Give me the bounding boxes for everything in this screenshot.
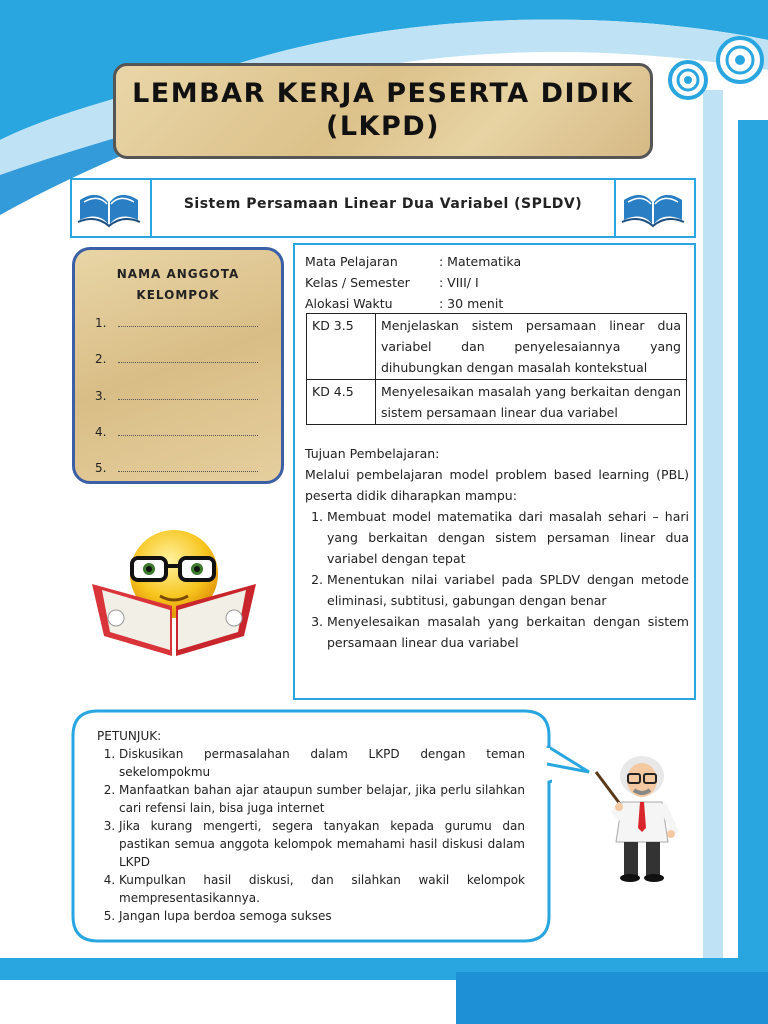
meta-label: Kelas / Semester: [305, 275, 410, 290]
right-decor-bar-light: [703, 90, 723, 1024]
member-blank[interactable]: [118, 317, 258, 327]
right-decor-bar: [738, 120, 768, 1024]
learning-objectives: [305, 443, 689, 653]
member-number: 3.: [95, 389, 107, 403]
target-circle-icon: [716, 36, 764, 84]
meta-label: Alokasi Waktu: [305, 296, 393, 311]
member-row[interactable]: [95, 389, 258, 403]
objectives-intro: Melalui pembelajaran model problem based learning (PBL) peserta didik diharapkan mampu:: [305, 467, 689, 503]
member-number: 2.: [95, 352, 107, 366]
lesson-info-box: [293, 243, 696, 700]
member-row[interactable]: [95, 425, 258, 439]
list-item: 3. Jika kurang mengerti, segera tanyakan kepada gurumu dan pastikan semua anggota kelompok memahami hasil diskusi dalam LKPD: [119, 817, 525, 871]
list-item: 5. Jangan lupa berdoa semoga sukses: [119, 907, 525, 925]
emoji-reading-icon: [88, 528, 260, 656]
subject-title: Sistem Persamaan Linear Dua Variabel (SPLDV): [183, 196, 583, 212]
teacher-icon: [592, 752, 688, 884]
member-number: 5.: [95, 461, 107, 475]
objectives-list: [305, 506, 689, 653]
list-item: 1. Diskusikan permasalahan dalam LKPD dengan teman sekelompokmu: [119, 745, 525, 781]
list-item: 4. Kumpulkan hasil diskusi, dan silahkan wakil kelompok mempresentasikannya.: [119, 871, 525, 907]
list-item: 1. Membuat model matematika dari masalah sehari – hari yang berkaitan dengan sistem persaman linear dua variabel dengan tepat: [327, 506, 689, 569]
page-title: LEMBAR KERJA PESERTA DIDIK: [132, 78, 634, 109]
member-blank[interactable]: [118, 462, 258, 472]
book-icon: [72, 180, 146, 236]
book-icon-cell-right: [614, 180, 694, 236]
target-circle-icon: [668, 60, 708, 100]
group-members-heading-line1: NAMA ANGGOTA: [116, 267, 240, 281]
table-row: [307, 314, 687, 380]
list-item: 2. Menentukan nilai variabel pada SPLDV dengan metode eliminasi, subtitusi, gabungan dengan benar: [327, 569, 689, 611]
member-blank[interactable]: [118, 390, 258, 400]
competency-table: [306, 313, 687, 425]
objectives-heading: Tujuan Pembelajaran:: [305, 446, 440, 461]
group-members-box: [72, 247, 284, 484]
lesson-meta: [305, 251, 521, 314]
page-title-abbr: (LKPD): [325, 111, 440, 142]
kd-text: Menjelaskan sistem persamaan linear dua variabel dan penyelesaiannya yang dihubungkan dengan masalah kontekstual: [376, 314, 687, 380]
meta-row-subject: [305, 251, 521, 272]
member-row[interactable]: [95, 461, 258, 475]
meta-row-time: [305, 293, 521, 314]
meta-value: : VIII/ I: [439, 275, 479, 290]
bubble-tail: [545, 740, 595, 790]
instructions-heading: PETUNJUK:: [97, 729, 162, 743]
list-item: 2. Manfaatkan bahan ajar ataupun sumber belajar, jika perlu silahkan cari refensi lain, bisa juga internet: [119, 781, 525, 817]
group-members-heading-line2: KELOMPOK: [136, 288, 220, 302]
member-number: 1.: [95, 316, 107, 330]
kd-text: Menyelesaikan masalah yang berkaitan dengan sistem persamaan linear dua variabel: [376, 380, 687, 425]
member-row[interactable]: [95, 352, 258, 366]
table-row: [307, 380, 687, 425]
member-number: 4.: [95, 425, 107, 439]
instructions: [97, 727, 525, 925]
book-icon: [616, 180, 690, 236]
kd-code: KD 3.5: [307, 314, 376, 380]
member-blank[interactable]: [118, 426, 258, 436]
title-box: [113, 63, 653, 159]
bottom-decor-block: [456, 972, 768, 1024]
book-icon-cell-left: [72, 180, 152, 236]
group-members-heading: [75, 264, 281, 306]
member-blank[interactable]: [118, 353, 258, 363]
member-row[interactable]: [95, 316, 258, 330]
meta-label: Mata Pelajaran: [305, 254, 398, 269]
list-item: 3. Menyelesaikan masalah yang berkaitan dengan sistem persamaan linear dua variabel: [327, 611, 689, 653]
meta-value: : 30 menit: [439, 296, 504, 311]
kd-code: KD 4.5: [307, 380, 376, 425]
meta-row-class: [305, 272, 521, 293]
subject-header: [70, 178, 696, 238]
instructions-list: [97, 745, 525, 925]
meta-value: : Matematika: [439, 254, 522, 269]
